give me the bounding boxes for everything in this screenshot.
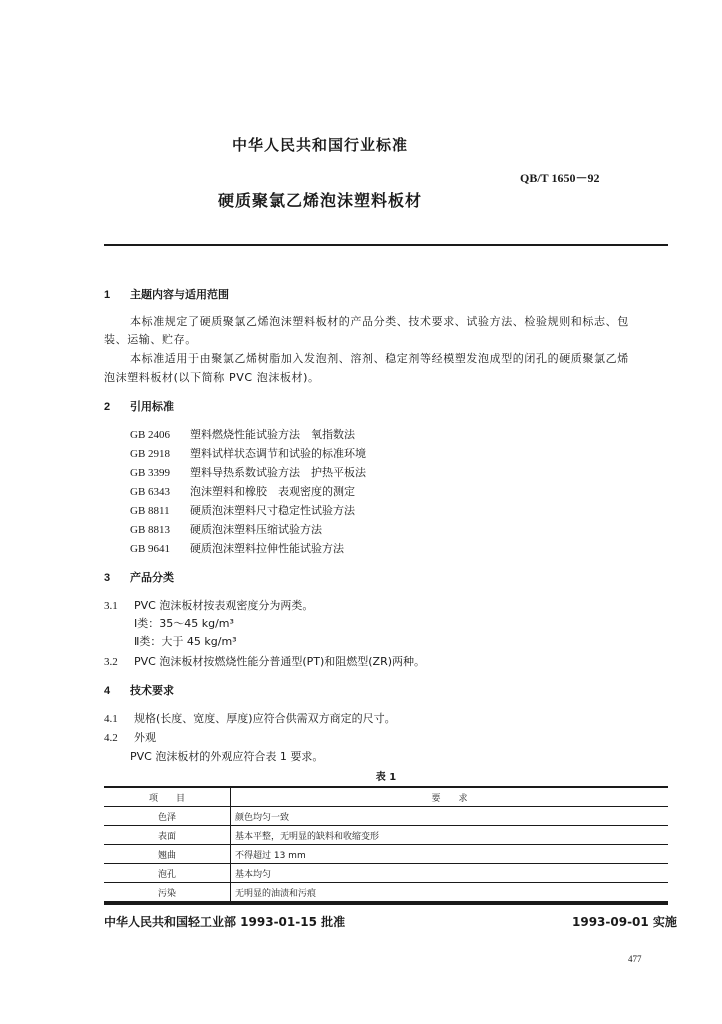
subsection-number: 4.1 [104,713,118,725]
subsection-body: PVC 泡沫板材的外观应符合表 1 要求。 [130,750,324,763]
section-4-heading [104,682,174,698]
reference-title: 塑料燃烧性能试验方法 氧指数法 [190,428,355,441]
reference-code: GB 8813 [130,524,171,536]
table-cell: 泡孔 [104,864,231,883]
table-header-row [104,787,668,807]
reference-title: 硬质泡沫塑料压缩试验方法 [190,523,322,536]
subsection-3-1 [104,597,313,613]
reference-title: 塑料试样状态调节和试验的标准环境 [190,447,366,460]
reference-item [130,483,355,499]
approval-line: 中华人民共和国轻工业部 1993-01-15 批准 [104,915,346,929]
reference-code: GB 8811 [130,505,170,517]
reference-item [130,521,322,537]
effective-date: 1993-09-01 实施 [572,915,677,929]
table-row [104,883,668,903]
subsection-3-2 [104,653,425,669]
paragraph-line: 泡沫塑料板材(以下简称 PVC 泡沫板材)。 [104,371,320,384]
reference-item [130,445,366,461]
subsection-number: 3.2 [104,656,118,668]
reference-code: GB 2406 [130,429,171,441]
reference-title: 塑料导热系数试验方法 护热平板法 [190,466,366,479]
table-row [104,826,668,845]
section-title: 产品分类 [130,571,174,584]
reference-code: GB 9641 [130,543,171,555]
table-cell: 表面 [104,826,231,845]
document-title: 硬质聚氯乙烯泡沫塑料板材 [217,191,422,210]
subsection-text: 规格(长度、宽度、厚度)应符合供需双方商定的尺寸。 [134,712,396,725]
section-number: 1 [104,289,111,301]
page-number: 477 [628,954,642,964]
section-number: 4 [104,685,111,697]
reference-title: 硬质泡沫塑料尺寸稳定性试验方法 [190,504,355,517]
footer-rule [104,903,668,905]
subsection-text: 外观 [134,731,156,744]
header-rule [104,244,668,246]
section-title: 引用标准 [130,400,174,413]
class-item: Ⅱ类：大于 45 kg/m³ [134,635,237,648]
section-2-heading [104,398,174,414]
table-cell: 不得超过 13 mm [231,845,669,864]
table-row [104,845,668,864]
reference-item [130,464,366,480]
paragraph-line: 本标准适用于由聚氯乙烯树脂加入发泡剂、溶剂、稳定剂等经模塑发泡成型的闭孔的硬质聚氯乙烯 [130,352,629,365]
subsection-text: PVC 泡沫板材按燃烧性能分普通型(PT)和阻燃型(ZR)两种。 [134,655,426,668]
class-item: Ⅰ类：35～45 kg/m³ [134,617,234,630]
column-header: 要 求 [231,787,669,807]
subsection-4-2 [104,729,156,745]
paragraph-line: 本标准规定了硬质聚氯乙烯泡沫塑料板材的产品分类、技术要求、试验方法、检验规则和标志、包 [130,315,629,328]
table-caption: 表 1 [375,772,397,783]
reference-title: 硬质泡沫塑料拉伸性能试验方法 [190,542,344,555]
subsection-number: 3.1 [104,600,118,612]
section-title: 主题内容与适用范围 [130,288,229,301]
table-cell: 基本均匀 [231,864,669,883]
standard-code: QB/T 1650－92 [520,171,600,185]
table-cell: 污染 [104,883,231,903]
subsection-4-1 [104,710,396,726]
table-row [104,807,668,826]
issuer-title: 中华人民共和国行业标准 [231,136,408,154]
column-header: 项 目 [104,787,231,807]
section-3-heading [104,569,174,585]
section-1-heading [104,286,229,302]
reference-title: 泡沫塑料和橡胶 表观密度的测定 [190,485,355,498]
section-number: 2 [104,401,111,413]
table-cell: 色泽 [104,807,231,826]
table-1 [104,786,668,903]
reference-code: GB 2918 [130,448,171,460]
table-cell: 颜色均匀一致 [231,807,669,826]
subsection-number: 4.2 [104,732,118,744]
reference-item [130,426,355,442]
reference-item [130,502,355,518]
section-title: 技术要求 [130,684,174,697]
table-row [104,864,668,883]
section-number: 3 [104,572,111,584]
reference-code: GB 6343 [130,486,171,498]
table-cell: 基本平整，无明显的缺料和收缩变形 [231,826,669,845]
reference-code: GB 3399 [130,467,171,479]
table-cell: 翘曲 [104,845,231,864]
table-cell: 无明显的油渍和污痕 [231,883,669,903]
paragraph-line: 装、运输、贮存。 [104,333,197,346]
subsection-text: PVC 泡沫板材按表观密度分为两类。 [134,599,314,612]
reference-item [130,540,344,556]
